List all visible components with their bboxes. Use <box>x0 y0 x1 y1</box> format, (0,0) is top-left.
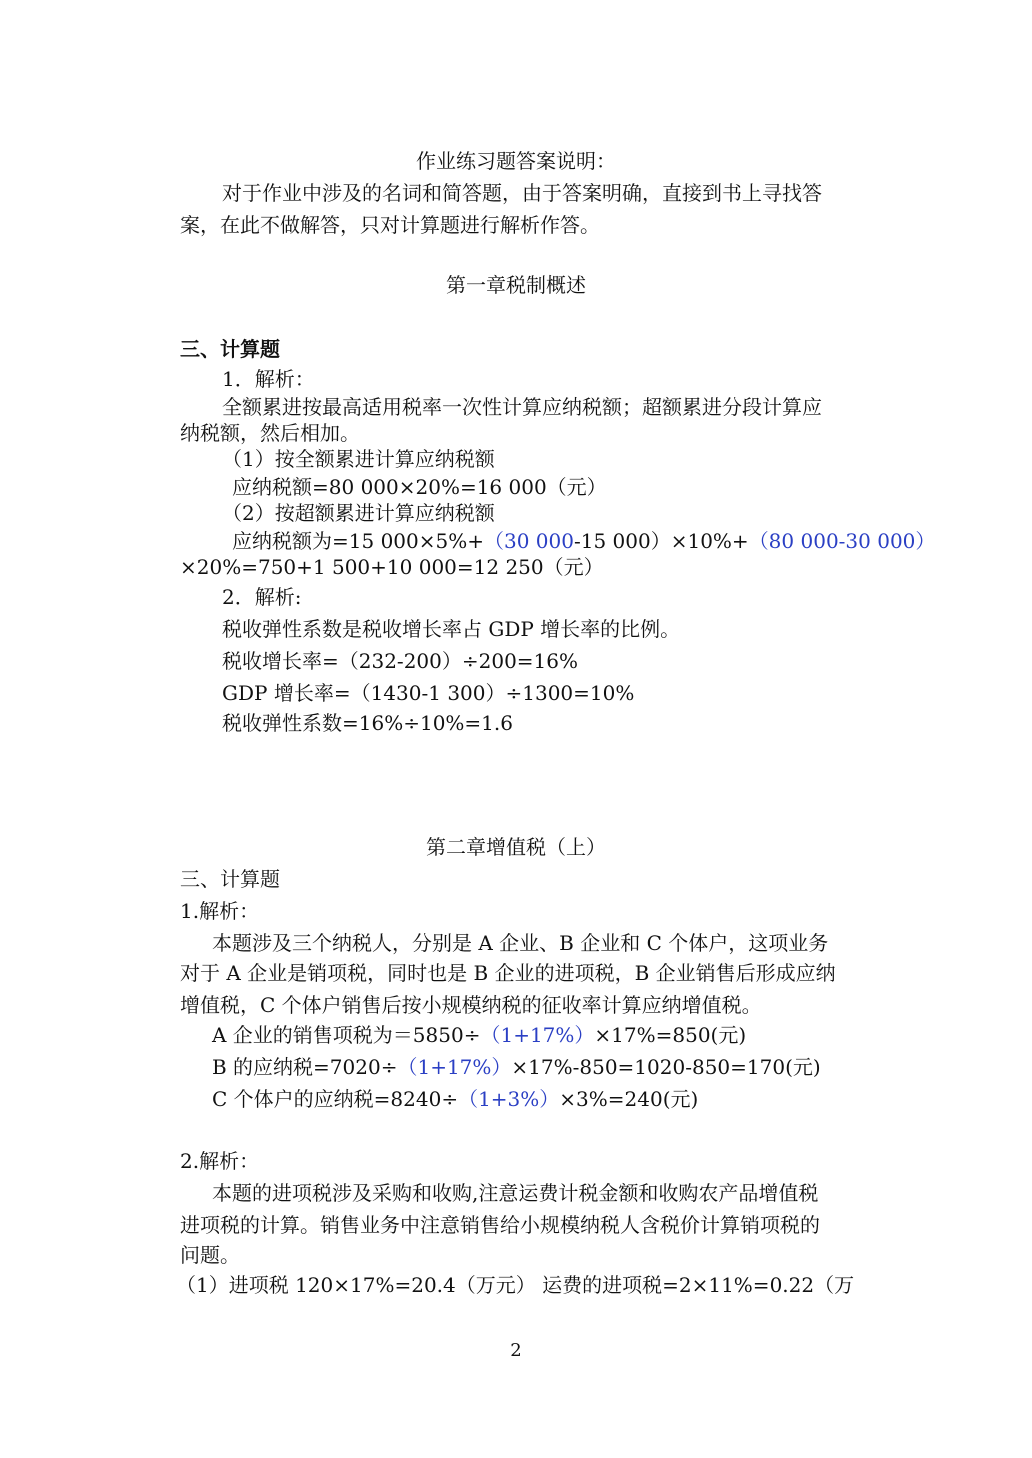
ch2-q2-label: 2.解析： <box>180 1149 260 1173</box>
ch1-q1-step-1-calc: 应纳税额=80 000×20%=16 000（元） <box>232 475 607 499</box>
ch2-q2-text-line-1: 本题的进项税涉及采购和收购,注意运费计税金额和收购农产品增值税 <box>212 1181 819 1205</box>
chapter-2-title: 第二章增值税（上） <box>426 835 606 859</box>
calc-highlight: （1+17%） <box>480 1023 595 1047</box>
calc-highlight: （1+3%） <box>458 1087 560 1111</box>
ch2-q1-text-line-2: 对于 A 企业是销项税，同时也是 B 企业的进项税，B 企业销售后形成应纳 <box>180 961 836 985</box>
calc-part: -15 000）×10%+ <box>573 529 749 553</box>
calc-highlight: （30 000 <box>483 529 574 553</box>
calc-part: 应纳税额为=15 000×5%+ <box>232 529 484 553</box>
calc-part: ×17%=850(元) <box>594 1023 747 1047</box>
ch1-q1-step-2: （2）按超额累进计算应纳税额 <box>222 501 495 525</box>
chapter-2-section-heading: 三、计算题 <box>180 867 280 891</box>
page-number: 2 <box>510 1340 522 1361</box>
ch2-q1-calc-a <box>212 1022 746 1048</box>
ch1-q1-step-2-calc <box>232 528 935 554</box>
ch1-q2-calc-2: GDP 增长率=（1430-1 300）÷1300=10% <box>222 681 635 705</box>
ch1-q1-text-line-2: 纳税额，然后相加。 <box>180 421 360 445</box>
intro-title: 作业练习题答案说明： <box>416 149 616 173</box>
intro-paragraph-line-1: 对于作业中涉及的名词和简答题，由于答案明确，直接到书上寻找答 <box>222 181 822 205</box>
ch1-q1-step-1: （1）按全额累进计算应纳税额 <box>222 447 495 471</box>
ch2-q1-label: 1.解析： <box>180 899 260 923</box>
ch1-q2-label: 2．解析: <box>222 585 302 609</box>
ch1-q2-text: 税收弹性系数是税收增长率占 GDP 增长率的比例。 <box>222 617 681 641</box>
chapter-1-title: 第一章税制概述 <box>446 273 586 297</box>
ch2-q2-text-line-3: 问题。 <box>180 1243 240 1267</box>
ch2-q1-text-line-1: 本题涉及三个纳税人，分别是 A 企业、B 企业和 C 个体户，这项业务 <box>212 931 829 955</box>
ch2-q2-text-line-2: 进项税的计算。销售业务中注意销售给小规模纳税人含税价计算销项税的 <box>180 1213 820 1237</box>
ch2-q1-text-line-3: 增值税，C 个体户销售后按小规模纳税的征收率计算应纳增值税。 <box>180 993 762 1017</box>
intro-paragraph-line-2: 案，在此不做解答，只对计算题进行解析作答。 <box>180 213 600 237</box>
calc-highlight: （80 000-30 000） <box>748 529 936 553</box>
ch1-q1-text-line-1: 全额累进按最高适用税率一次性计算应纳税额；超额累进分段计算应 <box>222 395 822 419</box>
ch2-q2-step-1: （1）进项税 120×17%=20.4（万元） 运费的进项税=2×11%=0.22（万 <box>176 1273 855 1297</box>
calc-part: C 个体户的应纳税=8240÷ <box>212 1087 459 1111</box>
ch1-q2-calc-3: 税收弹性系数=16%÷10%=1.6 <box>222 711 513 735</box>
ch1-q1-label: 1．解析： <box>222 367 315 391</box>
chapter-1-section-heading: 三、计算题 <box>180 337 280 361</box>
calc-part: ×3%=240(元) <box>559 1087 699 1111</box>
ch1-q2-calc-1: 税收增长率=（232-200）÷200=16% <box>222 649 579 673</box>
calc-part: A 企业的销售项税为＝5850÷ <box>212 1023 481 1047</box>
calc-part: B 的应纳税=7020÷ <box>212 1055 398 1079</box>
calc-part: ×17%-850=1020-850=170(元) <box>511 1055 821 1079</box>
ch2-q1-calc-c <box>212 1086 698 1112</box>
calc-highlight: （1+17%） <box>397 1055 512 1079</box>
ch2-q1-calc-b <box>212 1054 821 1080</box>
ch1-q1-step-2-calc-cont: ×20%=750+1 500+10 000=12 250（元） <box>180 555 604 579</box>
